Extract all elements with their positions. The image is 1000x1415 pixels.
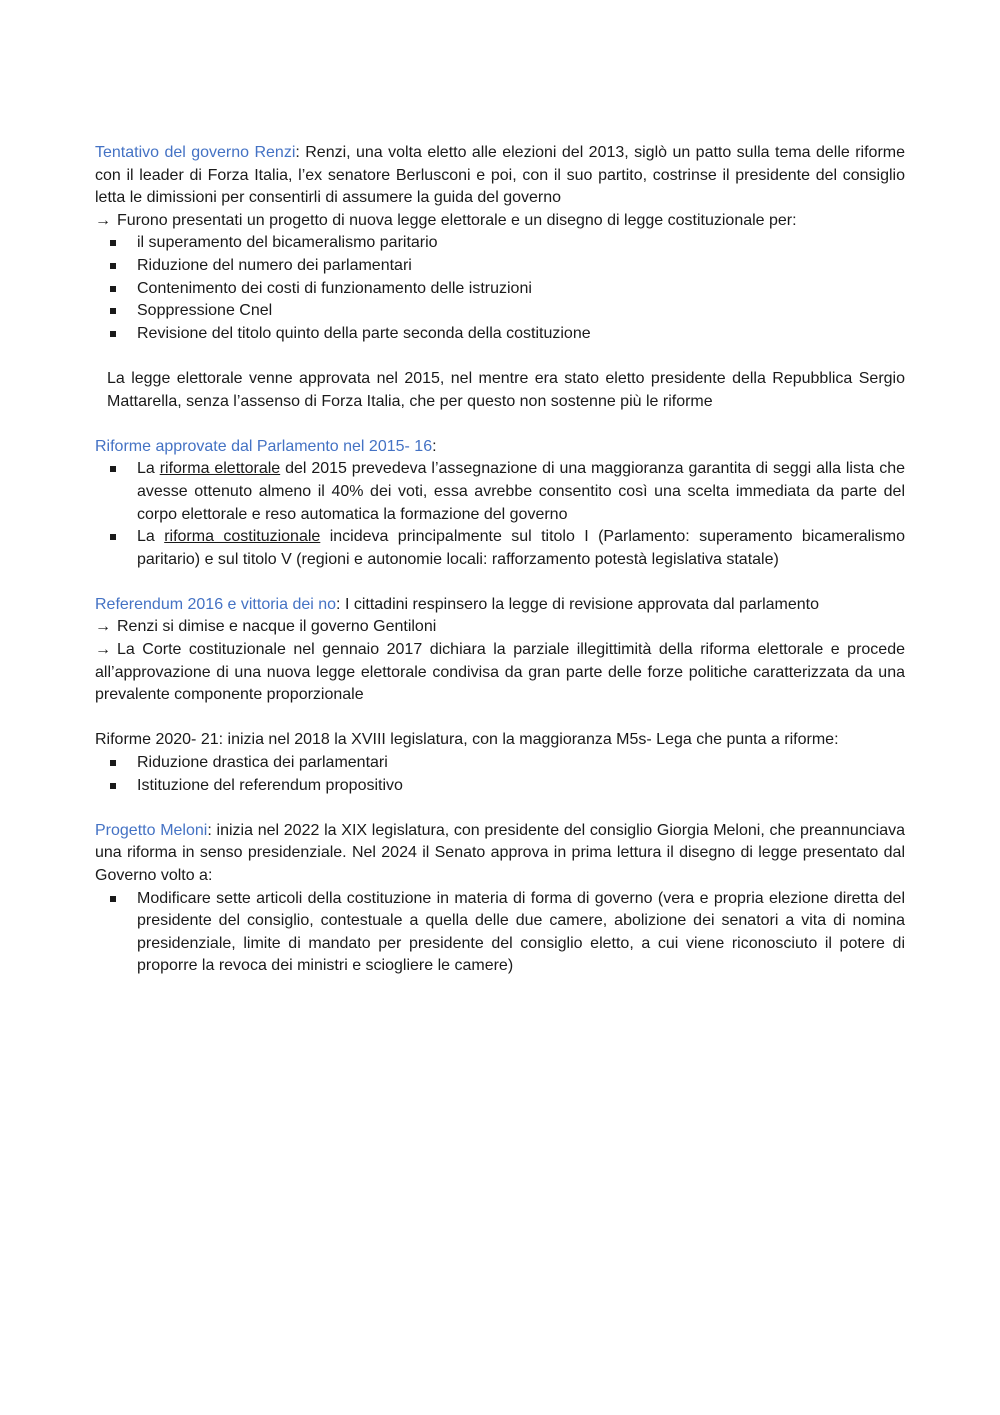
list-item-text: La — [137, 460, 160, 478]
arrow-line — [95, 639, 905, 707]
list-item: Contenimento dei costi di funzionamento delle istruzioni — [137, 278, 905, 301]
list-item: Modificare sette articoli della costituzione in materia di forma di governo (vera e propria elezione diretta del presidente del consiglio, contestuale a quella delle due camere, abolizione dei senatori a vita di nomina presidenziale, limite di mandato per presidente del consiglio eletto, a cui viene riconosciuto il potere di proporre la revoca dei ministri e sciogliere le camere) — [137, 888, 905, 978]
arrow-icon: → — [95, 618, 111, 636]
list-item-text: La — [137, 528, 165, 546]
section-heading-riforme-2015: Riforme approvate dal Parlamento nel 2015- 16 — [95, 437, 433, 455]
paragraph-meloni — [95, 820, 905, 888]
paragraph-legge-elettorale: La legge elettorale venne approvata nel 2015, nel mentre era stato eletto presidente della Repubblica Sergio Mattarella, senza l’assenso di Forza Italia, che per questo non sostenne più le riforme — [107, 369, 905, 410]
bullet-list-renzi — [95, 232, 905, 345]
list-item — [137, 526, 905, 571]
list-item: il superamento del bicameralismo paritario — [137, 232, 905, 255]
arrow-icon: → — [95, 211, 111, 229]
arrow-icon: → — [95, 641, 111, 659]
arrow-line — [95, 616, 905, 639]
underlined-term: riforma elettorale — [159, 460, 281, 478]
section-heading-renzi: Tentativo del governo Renzi — [95, 144, 296, 161]
paragraph-referendum — [95, 594, 905, 617]
list-item: Revisione del titolo quinto della parte seconda della costituzione — [137, 323, 905, 346]
bullet-list-riforme-2015 — [95, 458, 905, 571]
arrow-line-text: La Corte costituzionale nel gennaio 2017 dichiara la parziale illegittimità della riforma elettorale e procede all’approvazione di una nuova legge elettorale condivisa da gran parte delle forze politiche caratterizzata da una prevalente componente proporzionale — [95, 641, 905, 704]
list-item: Istituzione del referendum propositivo — [137, 775, 905, 798]
list-item: Riduzione drastica dei parlamentari — [137, 752, 905, 775]
arrow-line-text: Furono presentati un progetto di nuova legge elettorale e un disegno di legge costituzionale per: — [117, 211, 797, 229]
list-item: Soppressione Cnel — [137, 300, 905, 323]
underlined-term: riforma costituzionale — [164, 528, 321, 546]
bullet-list-riforme-2020 — [95, 752, 905, 797]
bullet-list-meloni — [95, 888, 905, 978]
paragraph-text: : inizia nel 2022 la XIX legislatura, con presidente del consiglio Giorgia Meloni, che preannunciava una riforma in senso presidenziale. Nel 2024 il Senato approva in prima lettura il disegno di legge presentato dal Governo volto a: — [95, 821, 906, 884]
arrow-line — [95, 210, 905, 233]
colon: : — [432, 437, 437, 455]
list-item: Riduzione del numero dei parlamentari — [137, 255, 905, 278]
section-heading-referendum: Referendum 2016 e vittoria dei no — [95, 595, 337, 613]
paragraph-renzi — [95, 142, 905, 210]
paragraph-riforme-2020: Riforme 2020- 21: inizia nel 2018 la XVIII legislatura, con la maggioranza M5s- Lega che punta a riforme: — [95, 731, 839, 749]
document-body — [95, 142, 905, 978]
section-heading-meloni: Progetto Meloni — [95, 821, 208, 839]
paragraph-text: : I cittadini respinsero la legge di revisione approvata dal parlamento — [336, 595, 819, 613]
arrow-line-text: Renzi si dimise e nacque il governo Gentiloni — [117, 618, 437, 636]
paragraph-text: : Renzi, una volta eletto alle elezioni del 2013, siglò un patto sulla tema delle riforme con il leader di Forza Italia, l’ex senatore Berlusconi e poi, con il suo partito, costrinse il presidente del consiglio letta le dimissioni per consentirli di assumere la guida del governo — [95, 144, 905, 207]
paragraph-riforme-2015 — [95, 436, 905, 459]
list-item — [137, 458, 905, 526]
list-item-text: incideva principalmente sul titolo I (Parlamento: superamento bicameralismo paritario) e sul titolo V (regioni e autonomie locali: rafforzamento potestà legislativa statale) — [137, 528, 906, 568]
list-item-text: del 2015 prevedeva l’assegnazione di una maggioranza garantita di seggi alla lista che avesse ottenuto almeno il 40% dei voti, essa avrebbe consentito così una scelta immediata da parte del corpo elettorale e reso automatica la formazione del governo — [137, 460, 906, 523]
